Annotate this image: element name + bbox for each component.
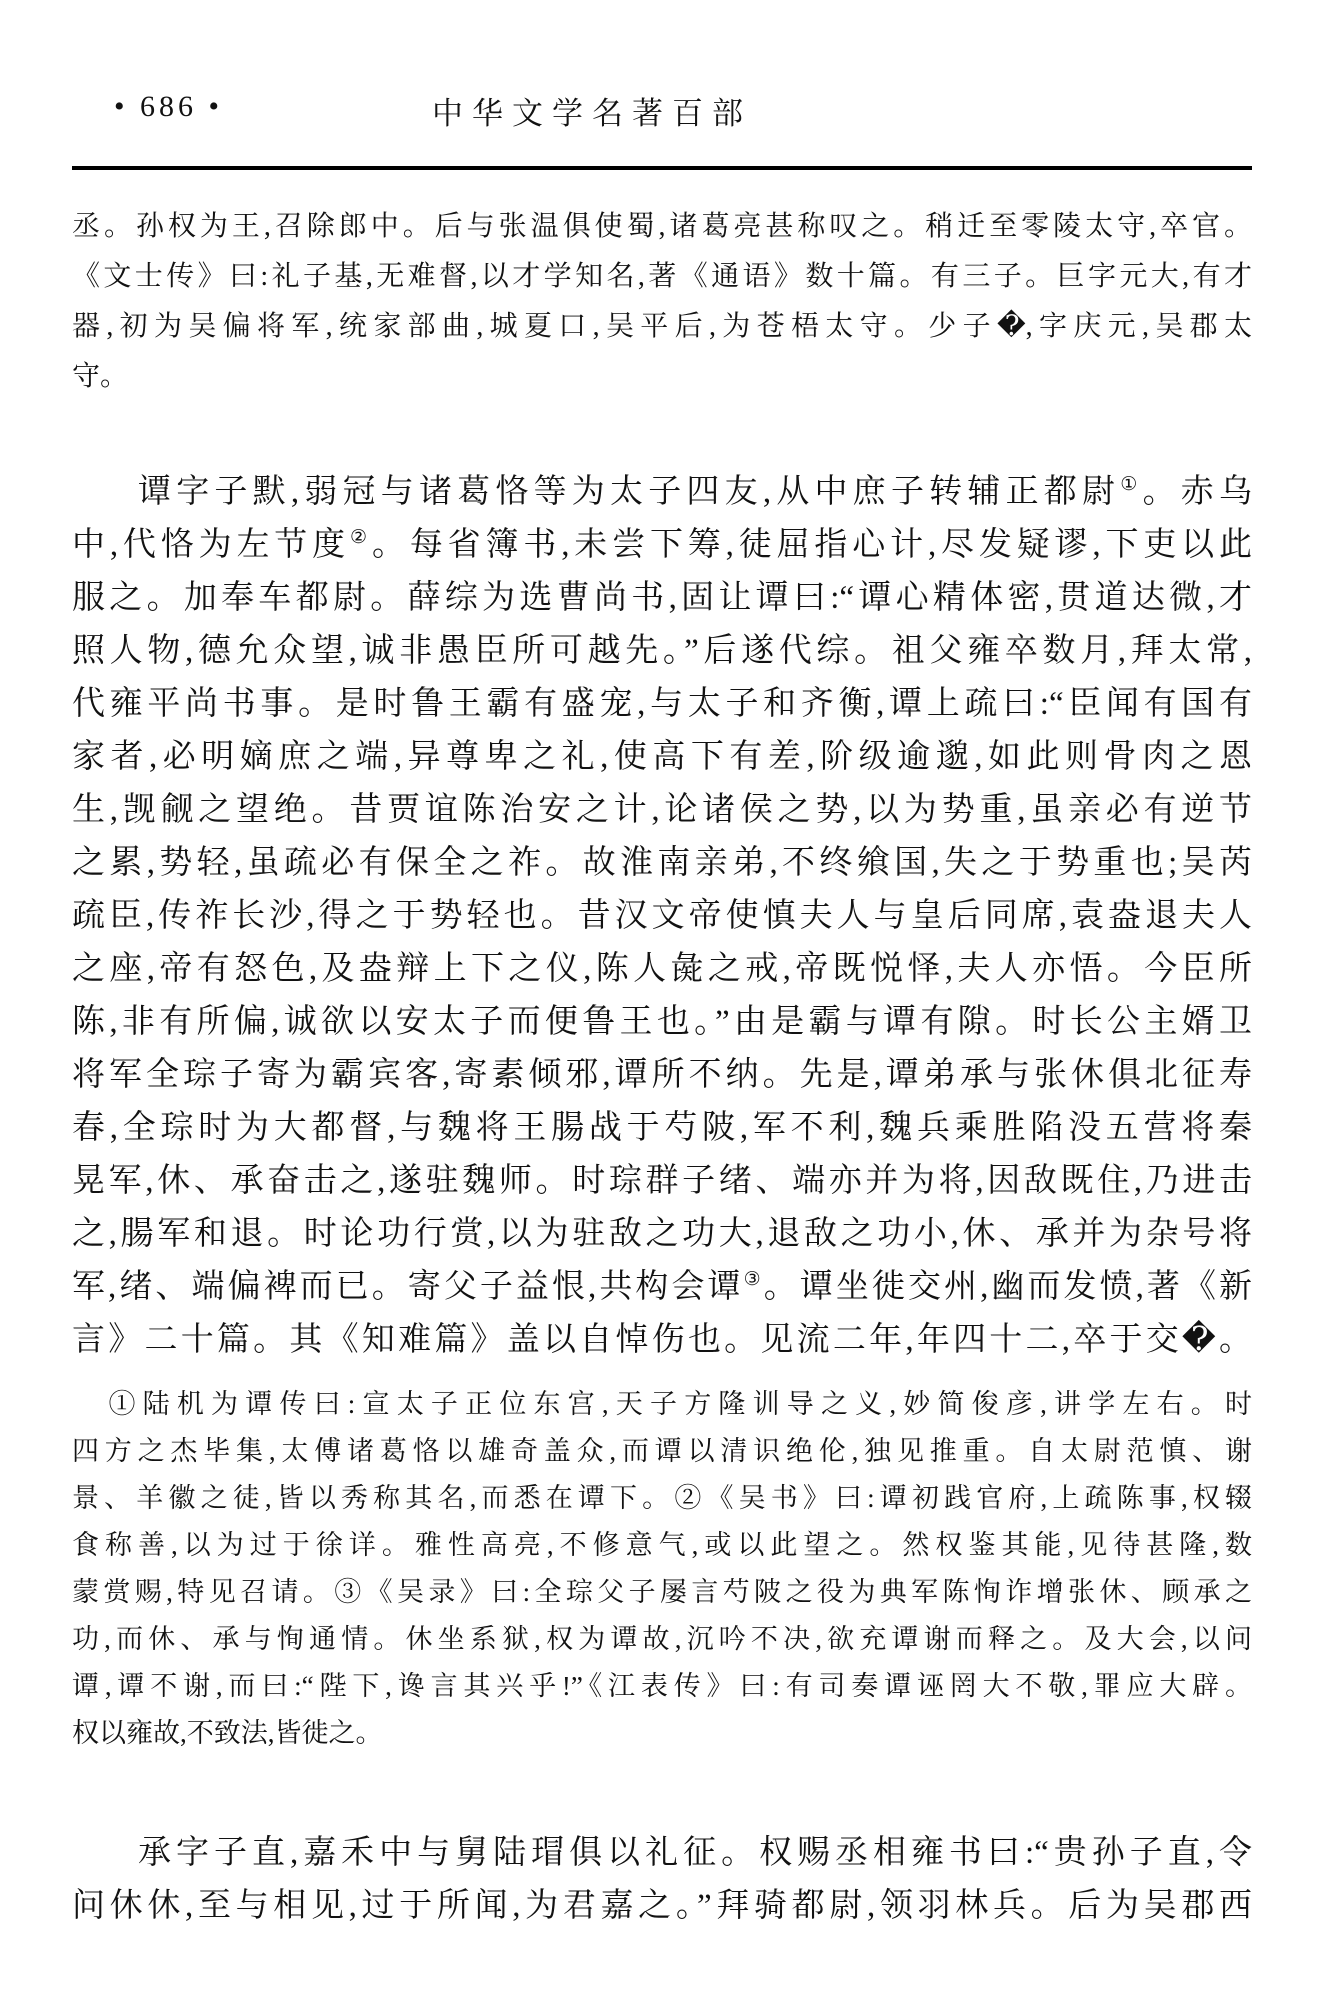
running-title: 中华文学名著百部 xyxy=(432,96,752,131)
text-line: 照人物,德允众望,诚非愚臣所可越先。”后遂代综。祖父雍卒数月,拜太常, xyxy=(72,633,1252,669)
text-line: 生,觊觎之望绝。昔贾谊陈治安之计,论诸侯之势,以为势重,虽亲必有逆节 xyxy=(72,792,1252,828)
text-line: 权以雍故,不致法,皆徙之。 xyxy=(72,1718,383,1748)
text-line: 食称善,以为过于徐详。雅性高亮,不修意气,或以此望之。然权鉴其能,见待甚隆,数 xyxy=(72,1530,1252,1560)
text-line: 之座,帝有怒色,及盎辩上下之仪,陈人彘之戒,帝既悦怿,夫人亦悟。今臣所 xyxy=(72,951,1252,987)
text-line: 丞。孙权为王,召除郎中。后与张温俱使蜀,诸葛亮甚称叹之。稍迁至零陵太守,卒官。 xyxy=(72,211,1252,242)
text-line: ①陆机为谭传曰:宣太子正位东宫,天子方隆训导之义,妙简俊彦,讲学左右。时 xyxy=(108,1389,1252,1419)
paragraph-next-biography xyxy=(72,1827,1252,1933)
header-rule xyxy=(72,166,1252,170)
text-line: 疏臣,传祚长沙,得之于势轻也。昔汉文帝使慎夫人与皇后同席,袁盎退夫人 xyxy=(72,898,1252,934)
footnote-reference-mark: ③ xyxy=(743,1269,764,1290)
text-line: 器,初为吴偏将军,统家部曲,城夏口,吴平后,为苍梧太守。少子�,字庆元,吴郡太 xyxy=(72,311,1252,342)
text-line: 陈,非有所偏,诚欲以安太子而便鲁王也。”由是霸与谭有隙。时长公主婿卫 xyxy=(72,1004,1252,1040)
footnote-reference-mark: ① xyxy=(1120,474,1143,495)
text-line: 之累,势轻,虽疏必有保全之祚。故淮南亲弟,不终飨国,失之于势重也;吴芮 xyxy=(72,845,1252,881)
footnotes-block xyxy=(72,1381,1252,1757)
text-line: 言》二十篇。其《知难篇》盖以自悼伤也。见流二年,年四十二,卒于交�。 xyxy=(72,1322,1252,1358)
text-line: 问休休,至与相见,过于所闻,为君嘉之。”拜骑都尉,领羽林兵。后为吴郡西 xyxy=(72,1888,1252,1924)
text-line: 功,而休、承与恂通情。休坐系狱,权为谭故,沉吟不决,欲充谭谢而释之。及大会,以问 xyxy=(72,1624,1252,1654)
text-line: 谭字子默,弱冠与诸葛恪等为太子四友,从中庶子转辅正都尉①。赤乌 xyxy=(138,474,1253,510)
text-line: 蒙赏赐,特见召请。③《吴录》曰:全琮父子屡言芍陂之役为典军陈恂诈增张休、顾承之 xyxy=(72,1577,1252,1607)
text-line: 家者,必明嫡庶之端,异尊卑之礼,使高下有差,阶级逾邈,如此则骨肉之恩 xyxy=(72,739,1252,775)
page-header xyxy=(72,88,1252,132)
text-line: 守。 xyxy=(72,361,129,392)
text-line: 代雍平尚书事。是时鲁王霸有盛宠,与太子和齐衡,谭上疏曰:“臣闻有国有 xyxy=(72,686,1252,722)
text-line: 景、羊徽之徒,皆以秀称其名,而悉在谭下。②《吴书》曰:谭初践官府,上疏陈事,权辍 xyxy=(72,1483,1252,1513)
page-number: • 686 • xyxy=(114,90,224,123)
text-line: 之,腸军和退。时论功行赏,以为驻敌之功大,退敌之功小,休、承并为杂号将 xyxy=(72,1216,1252,1252)
text-line: 谭,谭不谢,而曰:“陛下,谗言其兴乎!”《江表传》曰:有司奏谭诬罔大不敬,罪应大辟。 xyxy=(72,1671,1252,1701)
text-line: 春,全琮时为大都督,与魏将王腸战于芍陂,军不利,魏兵乘胜陷没五营将秦 xyxy=(72,1110,1252,1146)
text-line: 服之。加奉车都尉。薛综为选曹尚书,固让谭曰:“谭心精体密,贯道达微,才 xyxy=(72,580,1252,616)
text-line: 将军全琮子寄为霸宾客,寄素倾邪,谭所不纳。先是,谭弟承与张休俱北征寿 xyxy=(72,1057,1252,1093)
text-line: 中,代恪为左节度②。每省簿书,未尝下筹,徒屈指心计,尽发疑谬,下吏以此 xyxy=(72,527,1253,563)
paragraph-main-biography xyxy=(72,466,1252,1367)
footnote-reference-mark: ② xyxy=(349,527,372,548)
text-line: 四方之杰毕集,太傅诸葛恪以雄奇盖众,而谭以清识绝伦,独见推重。自太尉范慎、谢 xyxy=(72,1436,1252,1466)
paragraph-annotation-continuation xyxy=(72,202,1252,402)
text-line: 《文士传》曰:礼子基,无难督,以才学知名,著《通语》数十篇。有三子。巨字元大,有才 xyxy=(72,261,1252,292)
text-line: 晃军,休、承奋击之,遂驻魏师。时琮群子绪、端亦并为将,因敌既住,乃进击 xyxy=(72,1163,1252,1199)
text-line: 承字子直,嘉禾中与舅陆瑁俱以礼征。权赐丞相雍书曰:“贵孙子直,令 xyxy=(138,1835,1252,1871)
text-line: 军,绪、端偏裨而已。寄父子益恨,共构会谭③。谭坐徙交州,幽而发愤,著《新 xyxy=(72,1269,1253,1305)
